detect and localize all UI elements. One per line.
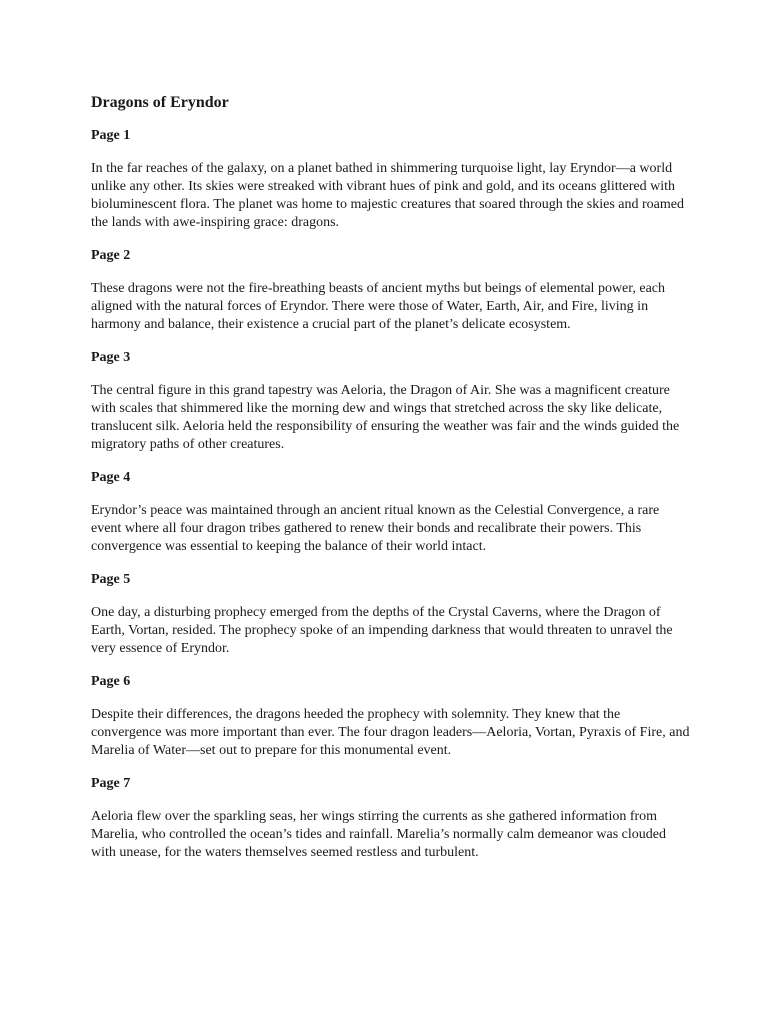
section-heading-page-2: Page 2 xyxy=(91,248,131,263)
section-heading-page-6: Page 6 xyxy=(91,674,131,689)
section-heading-page-5: Page 5 xyxy=(91,572,131,587)
section-body-page-6: Despite their differences, the dragons heeded the prophecy with solemnity. They knew that the convergence was more important than ever. The four dragon leaders—Aeloria, Vortan, Pyraxis of Fire, and Marelia of Water—set out to prepare for this monumental event. xyxy=(91,707,690,758)
section-heading-page-3: Page 3 xyxy=(91,350,131,365)
section-body-page-3: The central figure in this grand tapestry was Aeloria, the Dragon of Air. She was a magnificent creature with scales that shimmered like the morning dew and wings that stretched across the sky like delicate, translucent silk. Aeloria held the responsibility of ensuring the weather was fair and the winds guided the migratory paths of other creatures. xyxy=(91,383,680,452)
section-body-page-1: In the far reaches of the galaxy, on a planet bathed in shimmering turquoise light, lay Eryndor—a world unlike any other. Its skies were streaked with vibrant hues of pink and gold, and its oceans glittered with bioluminescent flora. The planet was home to majestic creatures that soared through the skies and roamed the lands with awe-inspiring grace: dragons. xyxy=(91,161,684,230)
section-heading-page-7: Page 7 xyxy=(91,776,131,791)
section-body-page-7: Aeloria flew over the sparkling seas, her wings stirring the currents as she gathered information from Marelia, who controlled the ocean’s tides and rainfall. Marelia’s normally calm demeanor was clouded with unease, for the waters themselves seemed restless and turbulent. xyxy=(91,809,666,860)
section-heading-page-1: Page 1 xyxy=(91,128,131,143)
section-body-page-5: One day, a disturbing prophecy emerged from the depths of the Crystal Caverns, where the Dragon of Earth, Vortan, resided. The prophecy spoke of an impending darkness that would threaten to unravel the very essence of Eryndor. xyxy=(91,605,673,656)
document-title: Dragons of Eryndor xyxy=(91,94,229,111)
section-body-page-4: Eryndor’s peace was maintained through an ancient ritual known as the Celestial Convergence, a rare event where all four dragon tribes gathered to renew their bonds and recalibrate their powers. This convergence was essential to keeping the balance of their world intact. xyxy=(91,503,660,554)
section-body-page-2: These dragons were not the fire-breathing beasts of ancient myths but beings of elemental power, each aligned with the natural forces of Eryndor. There were those of Water, Earth, Air, and Fire, living in harmony and balance, their existence a crucial part of the planet’s delicate ecosystem. xyxy=(91,281,666,332)
document-page xyxy=(91,92,691,877)
section-heading-page-4: Page 4 xyxy=(91,470,131,485)
